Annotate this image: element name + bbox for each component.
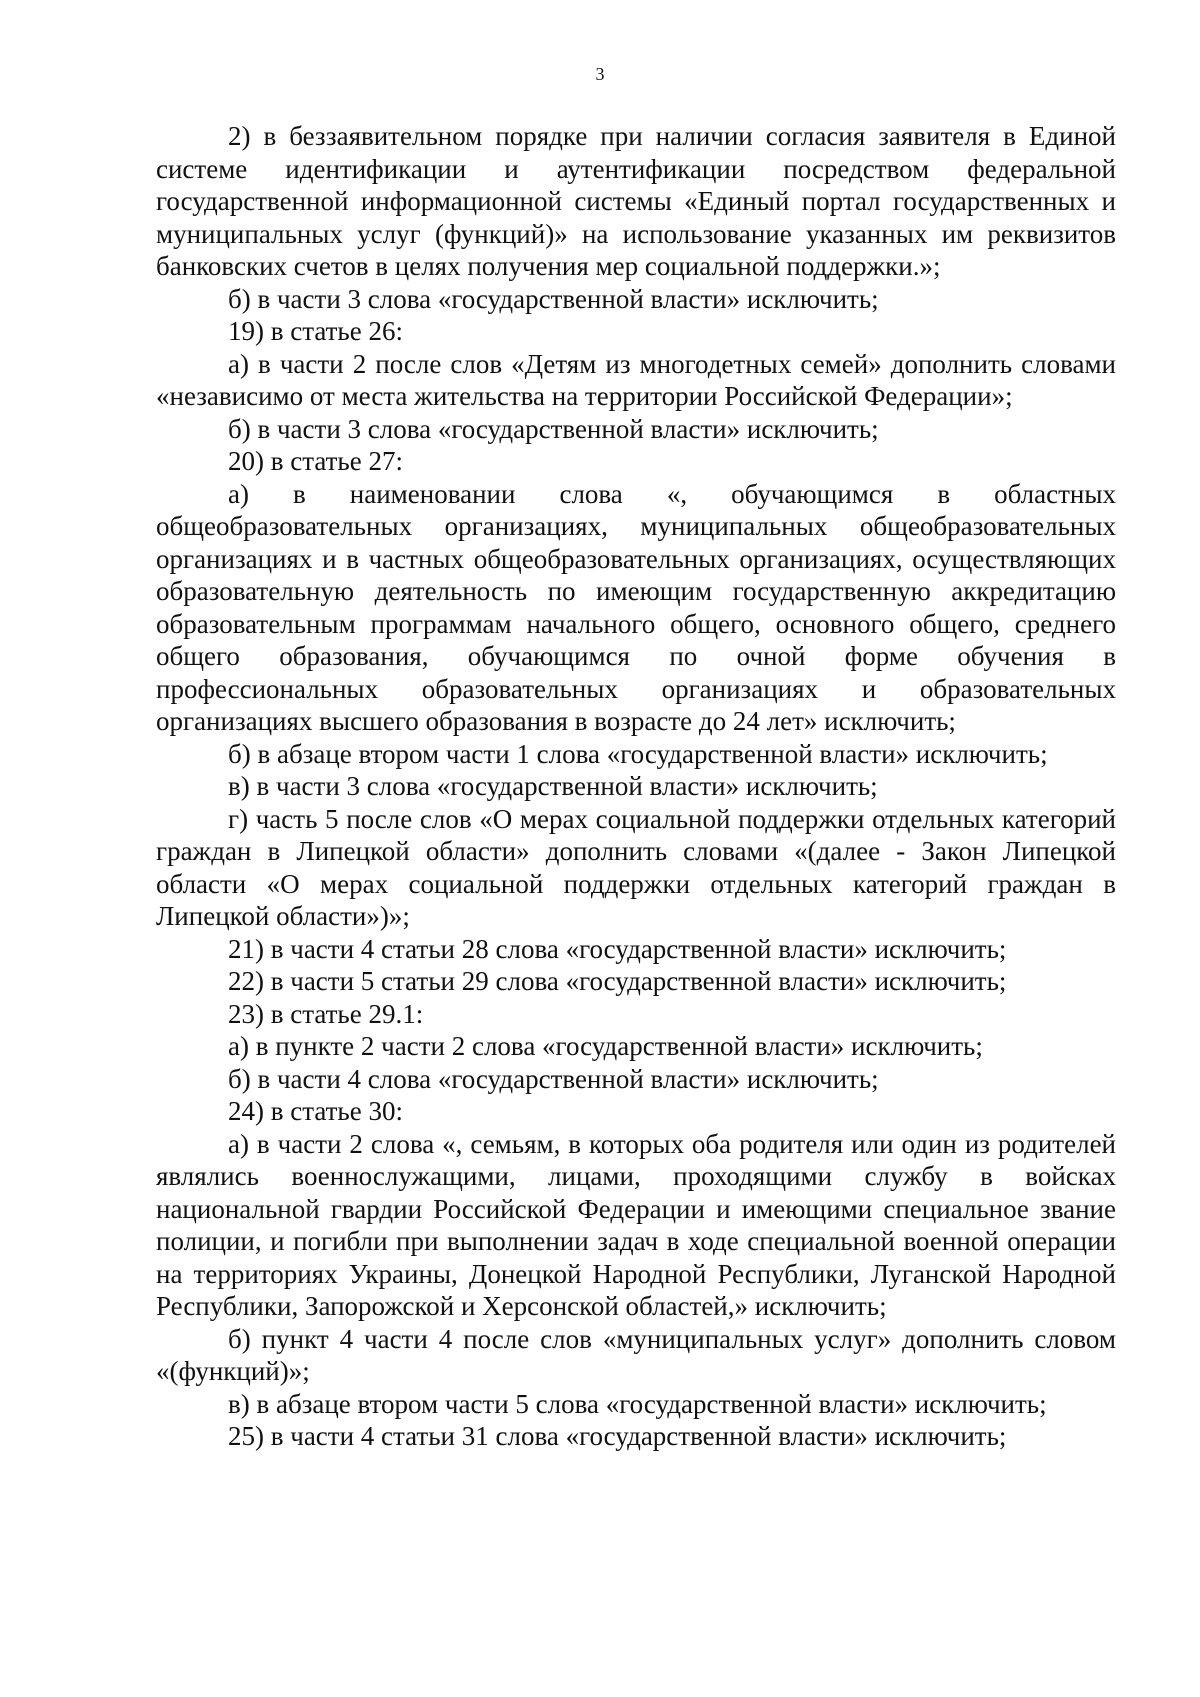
document-body [156, 120, 1116, 1453]
paragraph: 22) в части 5 статьи 29 слова «государственной власти» исключить; [228, 966, 1007, 996]
paragraph: 21) в части 4 статьи 28 слова «государственной власти» исключить; [228, 933, 1007, 964]
paragraph: б) в части 4 слова «государственной власти» исключить; [228, 1063, 879, 1094]
paragraph: 2) в беззаявительном порядке при наличии согласия заявителя в Единой системе идентификации и аутентификации посредством федеральной государственной информационной системы «Единый портал государственных и муниципальных услуг (функций)» на использование указанных им реквизитов банковских счетов в целях получения мер социальной поддержки.»; [156, 121, 1116, 281]
paragraph: г) часть 5 после слов «О мерах социальной поддержки отдельных категорий граждан в Липецкой области» дополнить словами «(далее - Закон Липецкой области «О мерах социальной поддержки отдельных категорий граждан в Липецкой области»)»; [156, 803, 1116, 931]
paragraph: 24) в статье 30: [228, 1096, 403, 1126]
paragraph: а) в части 2 после слов «Детям из многодетных семей» дополнить словами «независимо от места жительства на территории Российской Федерации»; [156, 348, 1116, 411]
paragraph: б) в части 3 слова «государственной власти» исключить; [228, 413, 879, 444]
paragraph: 25) в части 4 статьи 31 слова «государственной власти» исключить; [228, 1421, 1007, 1451]
paragraph: б) в абзаце втором части 1 слова «государственной власти» исключить; [228, 738, 1048, 769]
paragraph: в) в абзаце втором части 5 слова «государственной власти» исключить; [228, 1388, 1047, 1419]
paragraph: а) в части 2 слова «, семьям, в которых оба родителя или один из родителей являлись военнослужащими, лицами, проходящими службу в войсках национальной гвардии Российской Федерации и имеющими специальное звание полиции, и погибли при выполнении задач в ходе специальной военной операции на территориях Украины, Донецкой Народной Республики, Луганской Народной Республики, Запорожской и Херсонской областей,» исключить; [156, 1128, 1116, 1321]
paragraph: б) в части 3 слова «государственной власти» исключить; [228, 283, 879, 314]
paragraph: 23) в статье 29.1: [228, 998, 424, 1029]
paragraph: а) в пункте 2 части 2 слова «государственной власти» исключить; [228, 1031, 983, 1061]
paragraph: 20) в статье 27: [228, 446, 403, 476]
paragraph: б) пункт 4 части 4 после слов «муниципальных услуг» дополнить словом «(функций)»; [156, 1323, 1116, 1386]
paragraph: 19) в статье 26: [228, 316, 403, 346]
paragraph: в) в части 3 слова «государственной власти» исключить; [228, 771, 878, 801]
paragraph: а) в наименовании слова «, обучающимся в областных общеобразовательных организациях, муниципальных общеобразовательных организациях и в частных общеобразовательных организациях, осуществляющих образовательную деятельность по имеющим государственную аккредитацию образовательным программам начального общего, основного общего, среднего общего образования, обучающимся по очной форме обучения в профессиональных образовательных организациях и образовательных организациях высшего образования в возрасте до 24 лет» исключить; [156, 478, 1116, 736]
page-number: 3 [595, 64, 605, 84]
